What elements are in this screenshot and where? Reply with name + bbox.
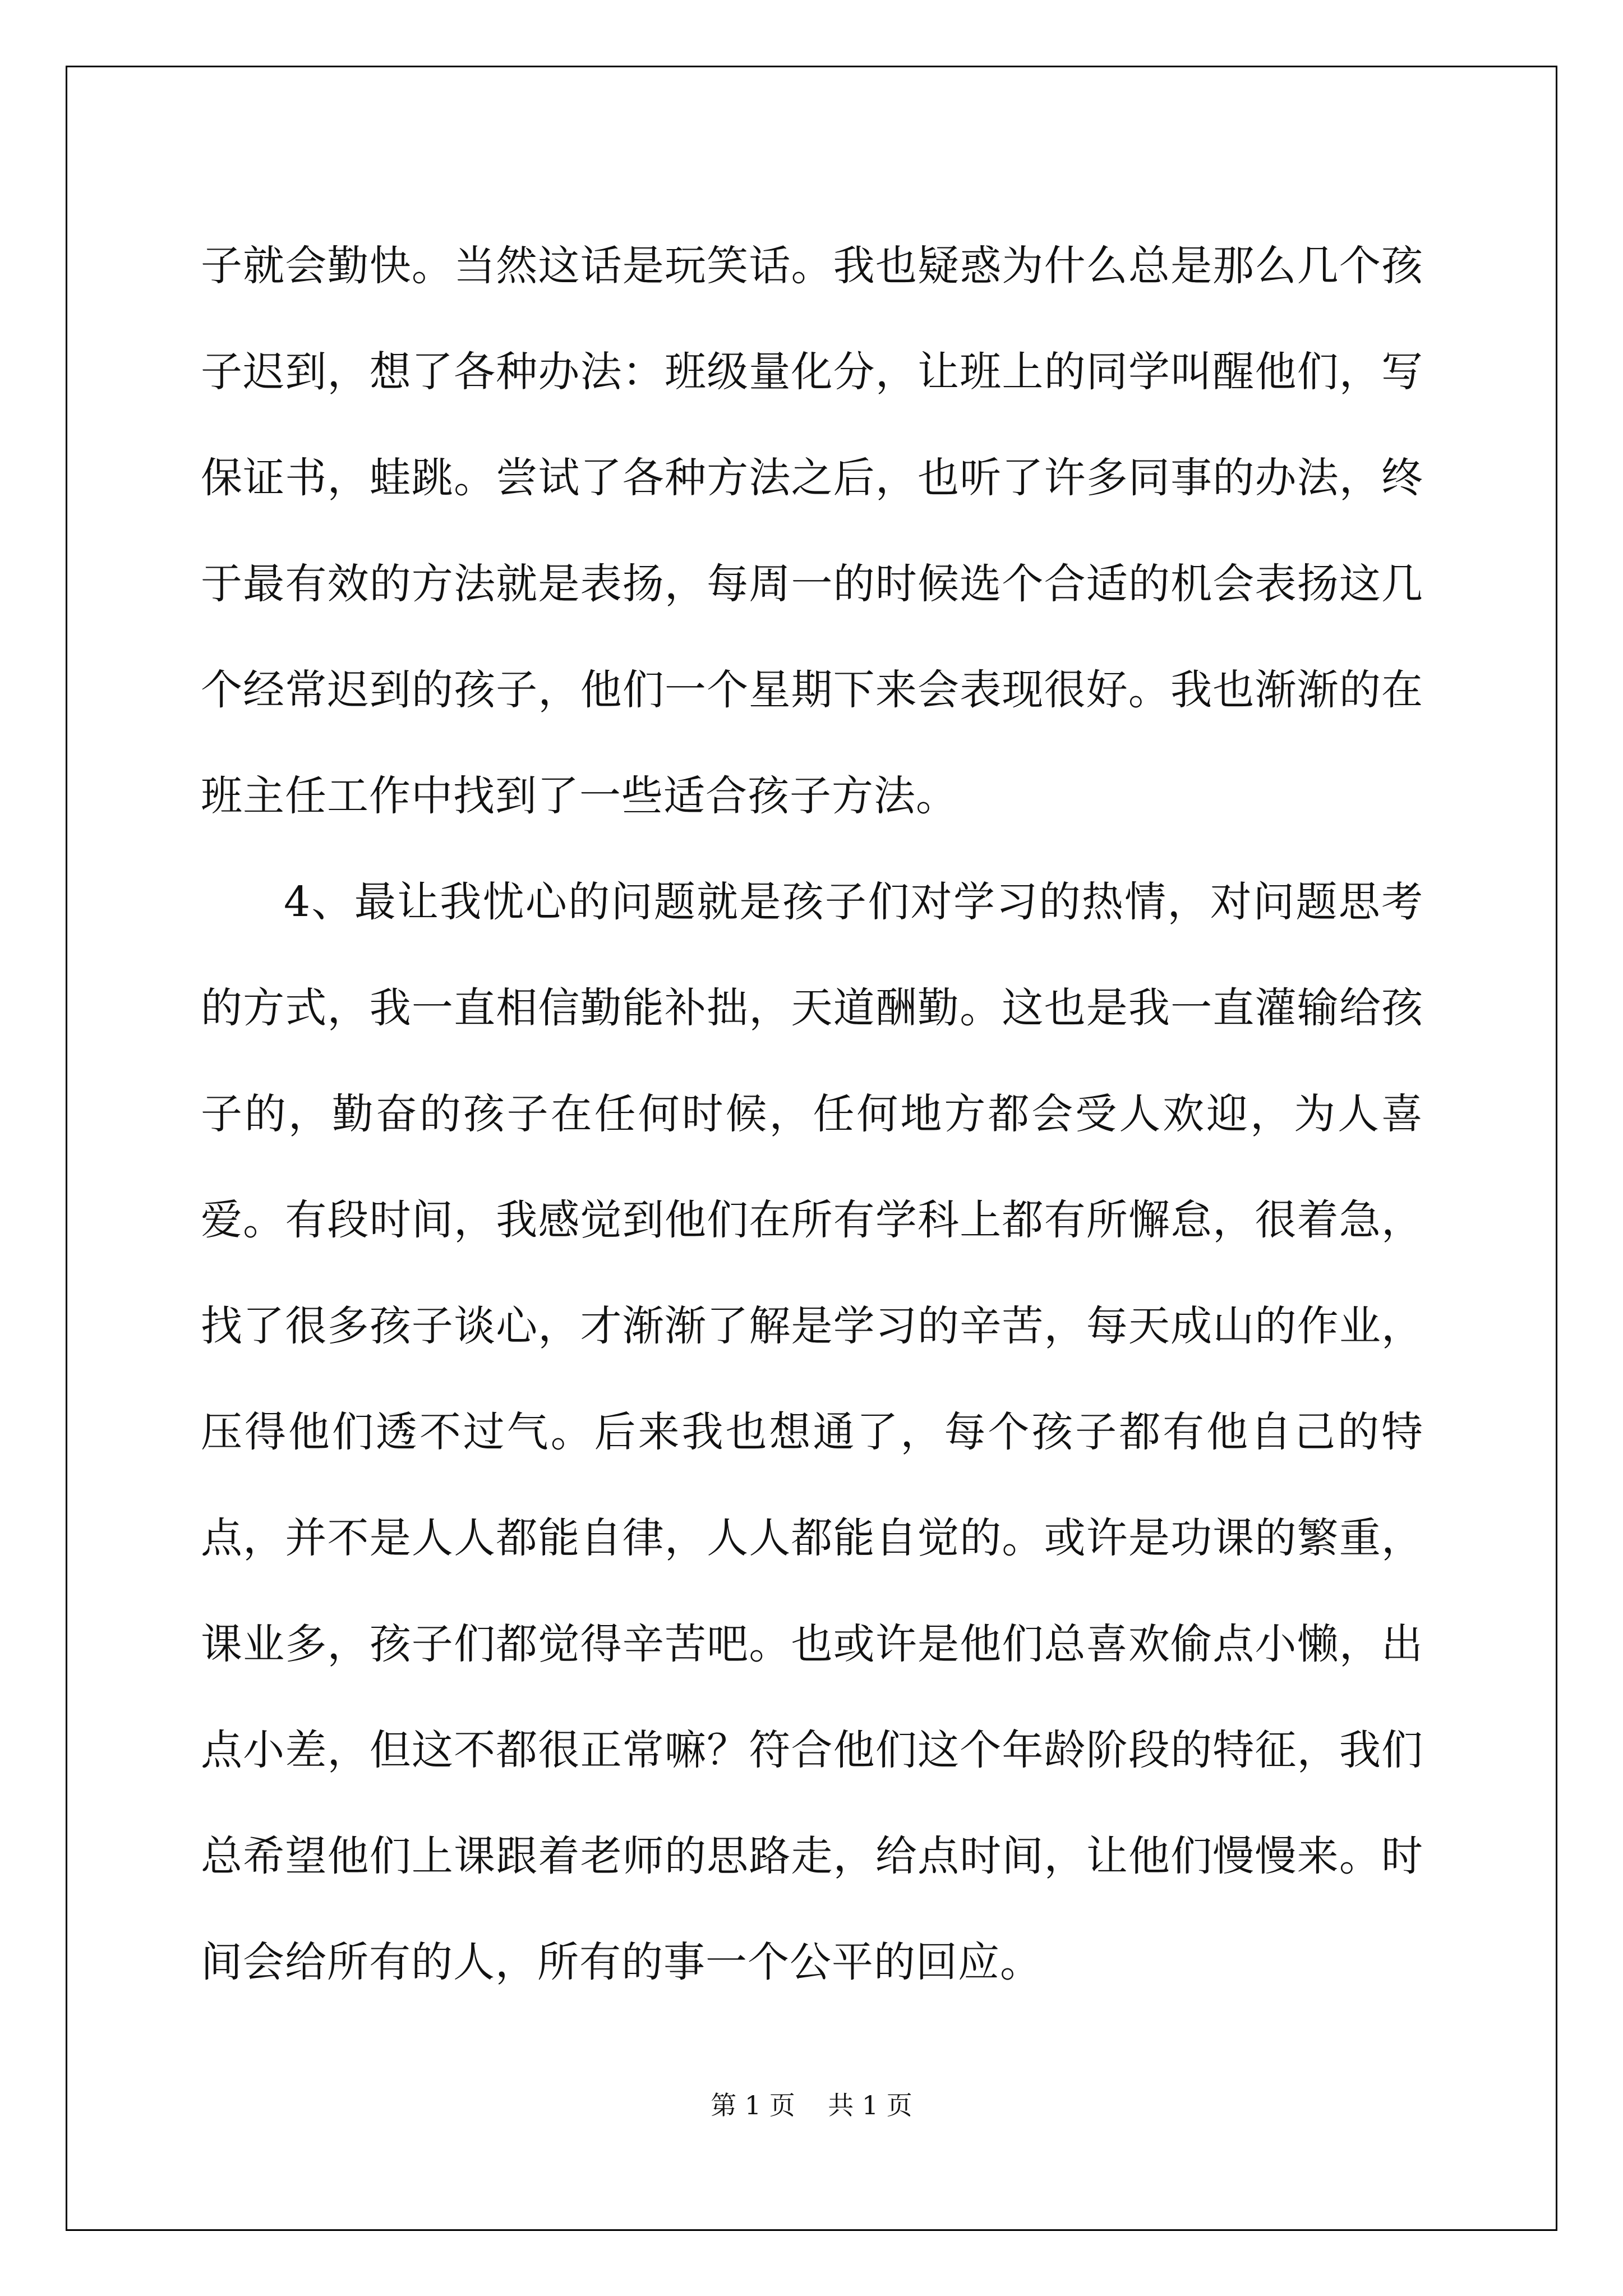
page-number-footer: 第 1 页 共 1 页 — [711, 2090, 912, 2120]
paragraph-2: 4、最让我忧心的问题就是孩子们对学习的热情，对问题思考的方式，我一直相信勤能补拙，天道酬勤。这也是我一直灌输给孩子的，勤奋的孩子在任何时候，任何地方都会受人欢迎，为人喜爱。有段时间，我感觉到他们在所有学科上都有所懈怠，很着急，找了很多孩子谈心，才渐渐了解是学习的辛苦，每天成山的作业，压得他们透不过气。后来我也想通了，每个孩子都有他自己的特点，并不是人人都能自律，人人都能自觉的。或许是功课的繁重，课业多，孩子们都觉得辛苦吧。也或许是他们总喜欢偷点小懒，出点小差，但这不都很正常嘛？符合他们这个年龄阶段的特征，我们总希望他们上课跟着老师的思路走，给点时间，让他们慢慢来。时间会给所有的人，所有的事一个公平的回应。 — [201, 878, 1423, 1986]
document-body — [201, 213, 1423, 2016]
paragraph-1: 子就会勤快。当然这话是玩笑话。我也疑惑为什么总是那么几个孩子迟到，想了各种办法：班级量化分，让班上的同学叫醒他们，写保证书，蛙跳。尝试了各种方法之后，也听了许多同事的办法，终于最有效的方法就是表扬，每周一的时候选个合适的机会表扬这几个经常迟到的孩子，他们一个星期下来会表现很好。我也渐渐的在班主任工作中找到了一些适合孩子方法。 — [201, 242, 1423, 820]
